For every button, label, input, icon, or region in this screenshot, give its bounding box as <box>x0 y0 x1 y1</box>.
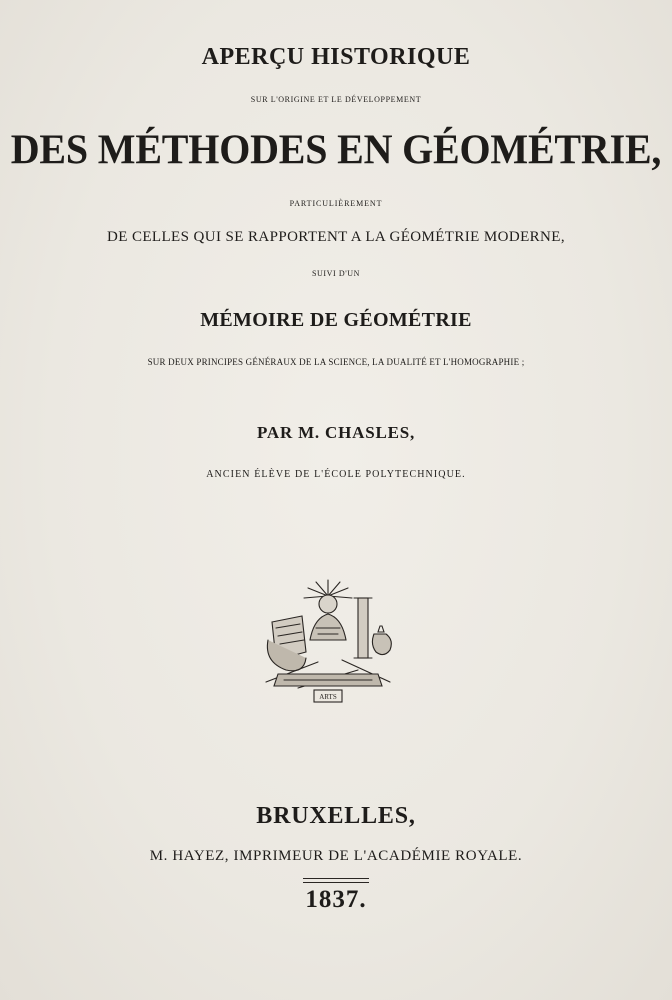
author-credential: ANCIEN ÉLÈVE DE L'ÉCOLE POLYTECHNIQUE. <box>206 469 466 480</box>
publication-place: BRUXELLES, <box>256 803 416 829</box>
publication-year: 1837. <box>305 886 367 913</box>
subtitle-line-4: SUIVI D'UN <box>311 269 361 278</box>
title-line-1: APERÇU HISTORIQUE <box>201 44 471 70</box>
title-line-3: MÉMOIRE DE GÉOMÉTRIE <box>200 309 472 331</box>
double-rule-divider <box>303 878 369 883</box>
main-title: DES MÉTHODES EN GÉOMÉTRIE, <box>10 125 662 174</box>
arts-vignette-illustration <box>258 578 398 708</box>
subtitle-line-5: SUR DEUX PRINCIPES GÉNÉRAUX DE LA SCIENCE, LA DUALITÉ ET L'HOMOGRAPHIE ; <box>147 357 525 367</box>
subtitle-line-1: SUR L'ORIGINE ET LE DÉVELOPPEMENT <box>250 95 422 104</box>
subtitle-line-3: DE CELLES QUI SE RAPPORTENT A LA GÉOMÉTRIE MODERNE, <box>107 229 565 245</box>
subtitle-line-2: PARTICULIÈREMENT <box>289 199 383 208</box>
author-name: PAR M. CHASLES, <box>256 423 416 442</box>
publisher-name: M. HAYEZ, IMPRIMEUR DE L'ACADÉMIE ROYALE. <box>149 848 523 864</box>
vignette-label: ARTS <box>319 693 337 701</box>
